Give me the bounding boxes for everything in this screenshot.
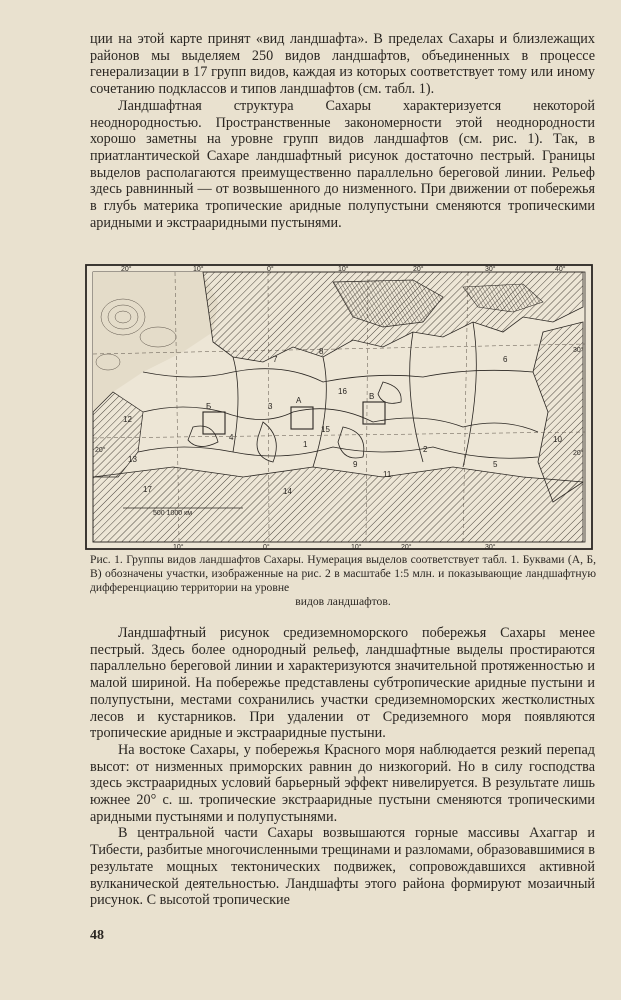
region-number: 6 — [503, 355, 508, 364]
region-number: 13 — [128, 455, 137, 464]
longitude-label: 30° — [485, 266, 496, 273]
longitude-label: 10° — [193, 266, 204, 273]
paragraph: В центральной части Сахары возвышаются горные массивы Ахаггар и Тибести, разбитые многочисленными трещинами и разломами, образовавшимися в результате мощных тектонических подвижек, сопровождавшихся активной вулканической деятельностью. Ландшафты этого района формируют мозаичный рисунок. С высотой тропические — [90, 825, 595, 909]
map-graphic — [83, 262, 595, 552]
longitude-label: 20° — [121, 266, 132, 273]
longitude-label: 40° — [555, 266, 566, 273]
region-number: 17 — [143, 485, 152, 494]
region-number: 7 — [273, 355, 278, 364]
saharan-landscape-map — [83, 262, 595, 552]
region-number: 3 — [268, 402, 273, 411]
longitude-label: 10° — [173, 544, 184, 551]
longitude-label: 10° — [338, 266, 349, 273]
region-number: 16 — [338, 387, 347, 396]
longitude-label: 20° — [401, 544, 412, 551]
text-block-top — [90, 31, 595, 231]
longitude-label: 0° — [263, 544, 270, 551]
paragraph: На востоке Сахары, у побережья Красного моря наблюдается резкий перепад высот: от низменных приморских равнин до низкогорий. Но в силу господства здесь экстрааридных условий барьерный эффект нивелируется. В результате лишь южнее 20° с. ш. тропические экстрааридные пустыни сменяются тропическими аридными пустынями и полупустынями. — [90, 741, 595, 825]
paragraph: Ландшафтный рисунок средиземноморского побережья Сахары менее пестрый. Здесь более однородный рельеф, ландшафтные выделы простираются параллельно береговой линии и характеризуются значительной протяженностью и малой шириной. На побережье представлены субтропические аридные пустыни и полупустыни, местами сохранились участки средиземноморских жестколистных лесов и кустарников. При удалении от Средиземного моря появляются тропические аридные и экстрааридные пустыни. — [90, 625, 595, 742]
region-number: 2 — [423, 445, 428, 454]
area-letter-a: А — [296, 396, 302, 405]
latitude-label: 20° — [573, 450, 584, 457]
latitude-label: 20° — [95, 447, 106, 454]
caption-text: Рис. 1. Группы видов ландшафтов Сахары. Нумерация выделов соответствует табл. 1. Буквами (А, Б, В) обозначены участки, изображенные на рис. 2 в масштабе 1:5 млн. и показывающие ландшафтную дифференциацию территории на уровне — [90, 553, 596, 594]
paragraph: ции на этой карте принят «вид ландшафта». В пределах Сахары и близлежащих районов мы выделяем 250 видов ландшафтов, объединенных в процессе генерализации в 17 групп видов, каждая из которых соответствует тому или иному сочетанию подклассов и типов ландшафтов (см. табл. 1). — [90, 31, 595, 98]
region-number: 14 — [283, 487, 292, 496]
region-number: 9 — [353, 460, 358, 469]
caption-text-end: видов ландшафтов. — [295, 595, 391, 608]
latitude-label: 30° — [573, 347, 584, 354]
longitude-label: 10° — [351, 544, 362, 551]
longitude-label: 30° — [485, 544, 496, 551]
region-number: 4 — [229, 433, 234, 442]
longitude-label: 0° — [267, 266, 274, 273]
region-number: 11 — [383, 470, 392, 479]
area-letter-b: Б — [206, 402, 212, 411]
longitude-label: 20° — [413, 266, 424, 273]
area-letter-v: В — [369, 392, 375, 401]
region-number: 15 — [321, 425, 330, 434]
text-block-lower — [90, 625, 595, 909]
region-number: 10 — [553, 435, 562, 444]
figure-caption — [90, 553, 596, 609]
page-number: 48 — [90, 928, 104, 943]
region-number: 8 — [319, 347, 324, 356]
scale-bar-label: 500 1000 км — [153, 510, 193, 517]
paragraph: Ландшафтная структура Сахары характеризуется некоторой неоднородностью. Пространственные закономерности этой неоднородности хорошо заметны на уровне групп видов ландшафтов (см. рис. 1). Так, в приатлантической Сахаре ландшафтный рисунок достаточно пестрый. Границы выделов располагаются преимущественно параллельно береговой линии. Рельеф здесь равнинный — от возвышенного до низменного. При движении от побережья в глубь материка тропические аридные полупустыни сменяются тропическими аридными и экстрааридными пустынями. — [90, 97, 595, 231]
region-number: 12 — [123, 415, 132, 424]
region-number: 5 — [493, 460, 498, 469]
region-number: 1 — [303, 440, 308, 449]
